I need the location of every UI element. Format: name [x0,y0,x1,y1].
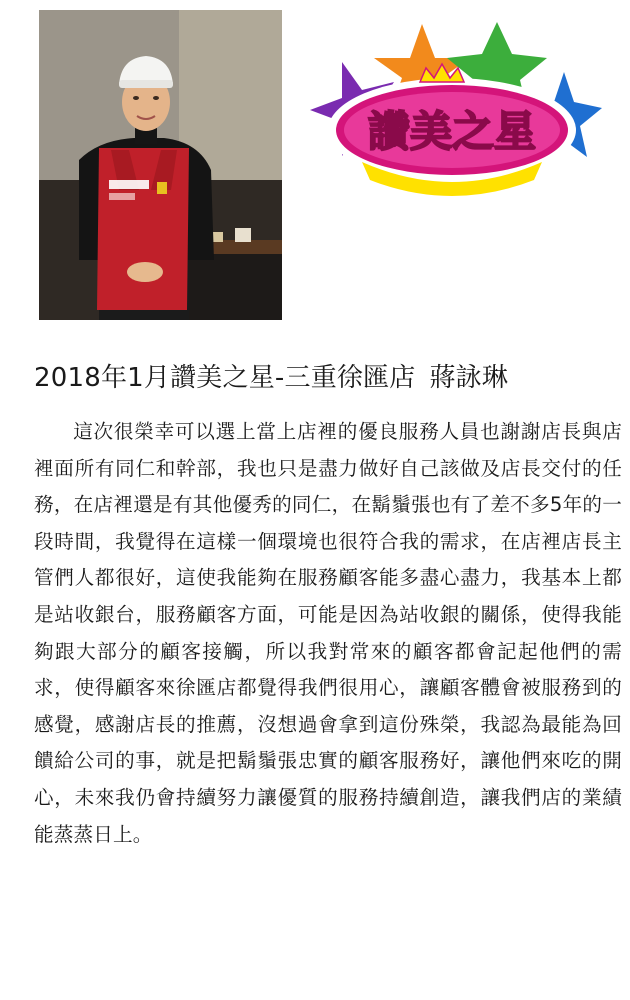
article-title-line [34,360,604,396]
employee-photo-illustration [39,10,282,320]
article-paragraph: 這次很榮幸可以選上當上店裡的優良服務人員也謝謝店長與店裡面所有同仁和幹部，我也只是盡力做好自己該做及店長交付的任務，在店裡還是有其他優秀的同仁，在鬍鬚張也有了差不多5年的一段時間，我覺得在這樣一個環境也很符合我的需求，在店裡店長主管們人都很好，這使我能夠在服務顧客能多盡心盡力，我基本上都是站收銀台，服務顧客方面，可能是因為站收銀的關係，使得我能夠跟大部分的顧客接觸，所以我對常來的顧客都會記起他們的需求，使得顧客來徐匯店都覺得我們很用心，讓顧客體會被服務到的感覺，感謝店長的推薦，沒想過會拿到這份殊榮，我認為最能為回饋給公司的事，就是把鬍鬚張忠實的顧客服務好，讓他們來吃的開心，未來我仍會持續努力讓優質的服務持續創造，讓我們店的業績能蒸蒸日上。 [34,420,622,846]
article-title: 2018年1月讚美之星-三重徐匯店 [34,363,416,393]
star-badge-graphic [302,12,602,202]
employee-photo [39,10,282,320]
employee-name: 蔣詠琳 [429,363,509,393]
badge-text: 讚美之星 [367,108,537,155]
article-body [34,414,622,853]
praise-star-badge [302,12,602,202]
